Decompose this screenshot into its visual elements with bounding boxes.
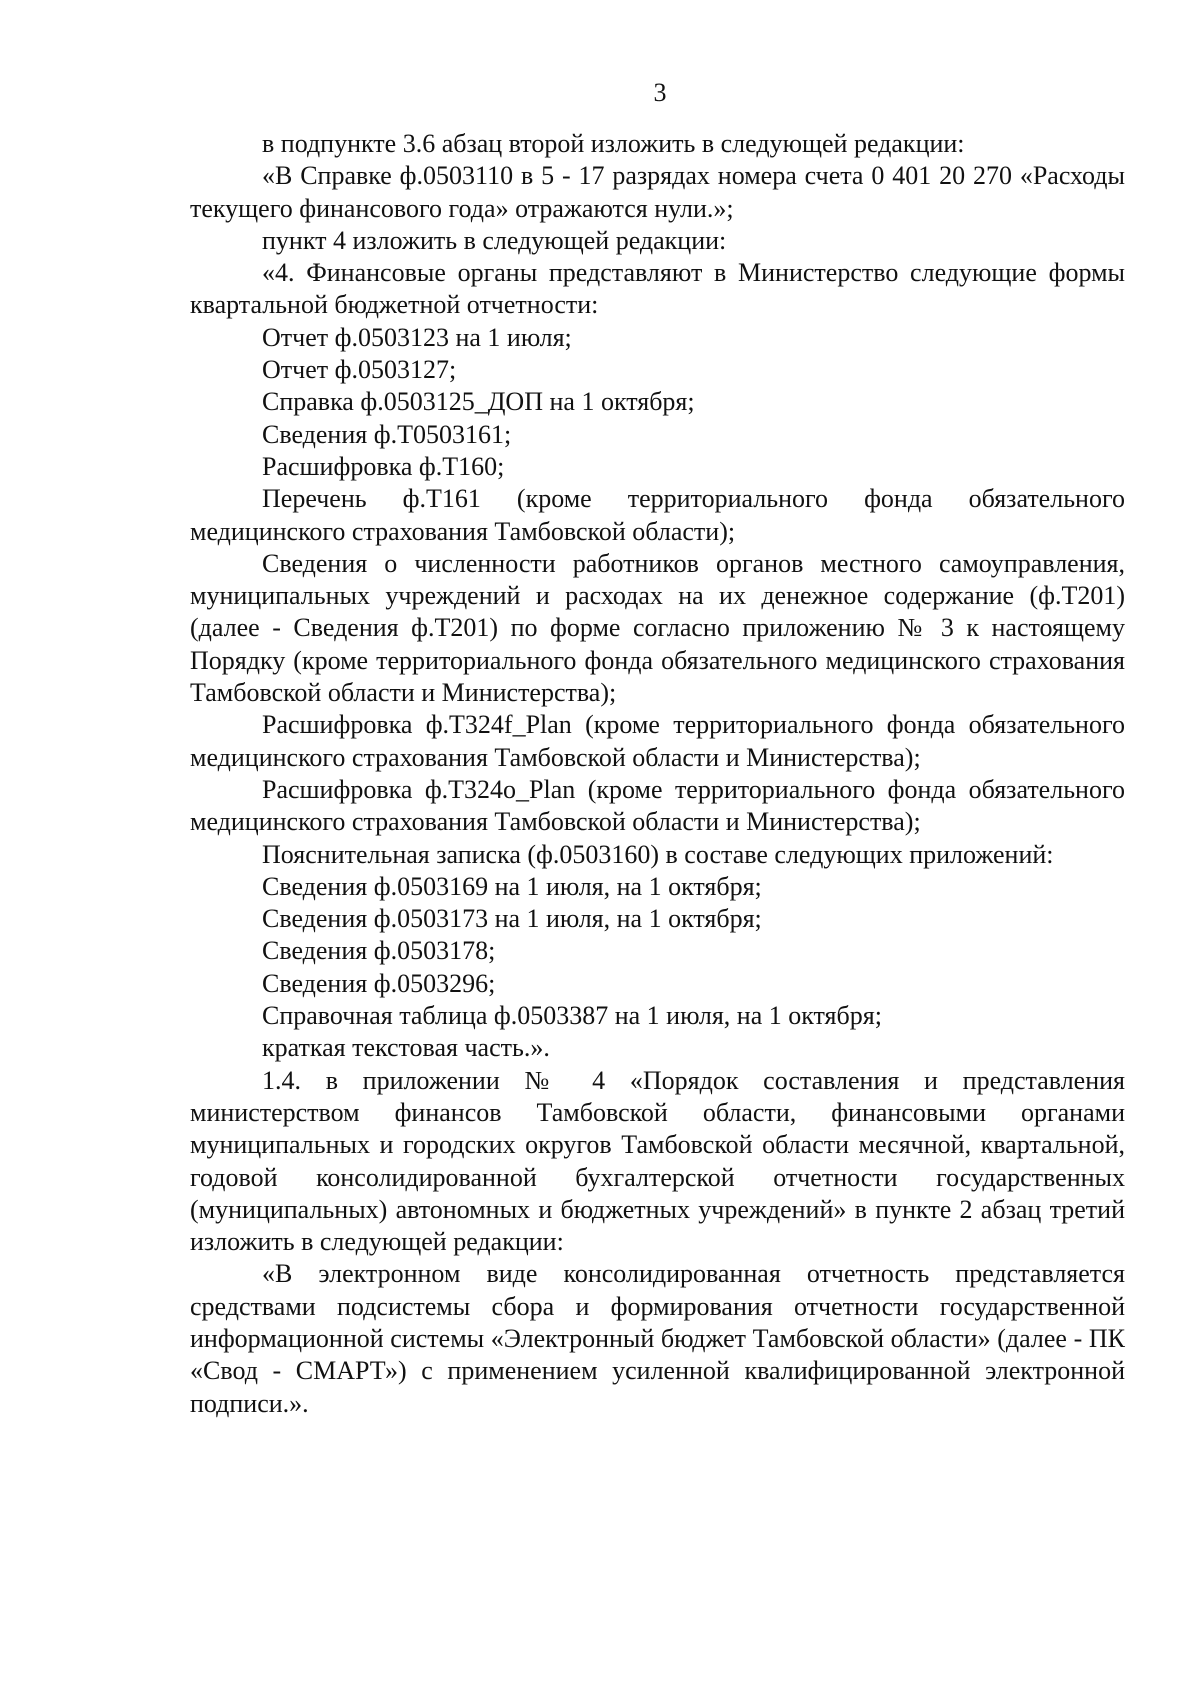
paragraph-subclause-3-6: в подпункте 3.6 абзац второй изложить в следующей редакции: <box>262 129 965 158</box>
list-item-form: Перечень ф.Т161 (кроме территориального фонда обязательного медицинского страхования Тамбовской области); <box>190 484 1125 546</box>
list-item-form: Отчет ф.0503127; <box>262 355 457 385</box>
list-item-form: Сведения ф.0503173 на 1 июля, на 1 октября; <box>262 904 762 934</box>
paragraph-quote-4: «4. Финансовые органы представляют в Министерство следующие формы квартальной бюджетной отчетности: <box>190 258 1125 320</box>
list-item-form: Сведения ф.0503178; <box>262 936 496 966</box>
list-item-form: Справка ф.0503125_ДОП на 1 октября; <box>262 387 695 417</box>
list-item-form: Сведения ф.0503169 на 1 июля, на 1 октября; <box>262 871 762 901</box>
list-item-form: Отчет ф.0503123 на 1 июля; <box>262 322 572 352</box>
list-item-form: Сведения ф.0503296; <box>262 968 496 998</box>
list-item-form: Справочная таблица ф.0503387 на 1 июля, на 1 октября; <box>262 1001 882 1031</box>
paragraph-quote-electronic: «В электронном виде консолидированная отчетность представляется средствами подсистемы сбора и формирования отчетности государственной информационной системы «Электронный бюджет Тамбовской области» (далее - ПК «Свод - СМАРТ») с применением усиленной квалифицированной электронной подписи.». <box>190 1259 1125 1418</box>
paragraph-point-4: пункт 4 изложить в следующей редакции: <box>262 225 727 255</box>
list-item-form: краткая текстовая часть.». <box>262 1033 550 1063</box>
list-item-form: Расшифровка ф.Т160; <box>262 451 505 481</box>
paragraph-clause-1-4: 1.4. в приложении № 4 «Порядок составления и представления министерством финансов Тамбовской области, финансовыми органами муниципальных и городских округов Тамбовской области месячной, квартальной, годовой консолидированной бухгалтерской отчетности государственных (муниципальных) автономных и бюджетных учреждений» в пункте 2 абзац третий изложить в следующей редакции: <box>190 1065 1125 1257</box>
list-item-form: Сведения о численности работников органов местного самоуправления, муниципальных учреждений и расходах на их денежное содержание (ф.Т201) (далее - Сведения ф.Т201) по форме согласно приложению № 3 к настоящему Порядку (кроме территориального фонда обязательного медицинского страхования Тамбовской области и Министерства); <box>190 548 1125 708</box>
page-number: 3 <box>653 78 667 107</box>
list-item-form: Расшифровка ф.Т324f_Plan (кроме территориального фонда обязательного медицинского страхования Тамбовской области и Министерства); <box>190 710 1125 772</box>
paragraph-quote-spravka: «В Справке ф.0503110 в 5 - 17 разрядах номера счета 0 401 20 270 «Расходы текущего финансового года» отражаются нули.»; <box>190 161 1125 223</box>
list-item-form: Сведения ф.Т0503161; <box>262 419 512 449</box>
list-item-form: Пояснительная записка (ф.0503160) в составе следующих приложений: <box>262 839 1054 869</box>
list-item-form: Расшифровка ф.Т324о_Plan (кроме территориального фонда обязательного медицинского страхования Тамбовской области и Министерства); <box>190 774 1125 837</box>
document-body <box>190 128 1125 1420</box>
